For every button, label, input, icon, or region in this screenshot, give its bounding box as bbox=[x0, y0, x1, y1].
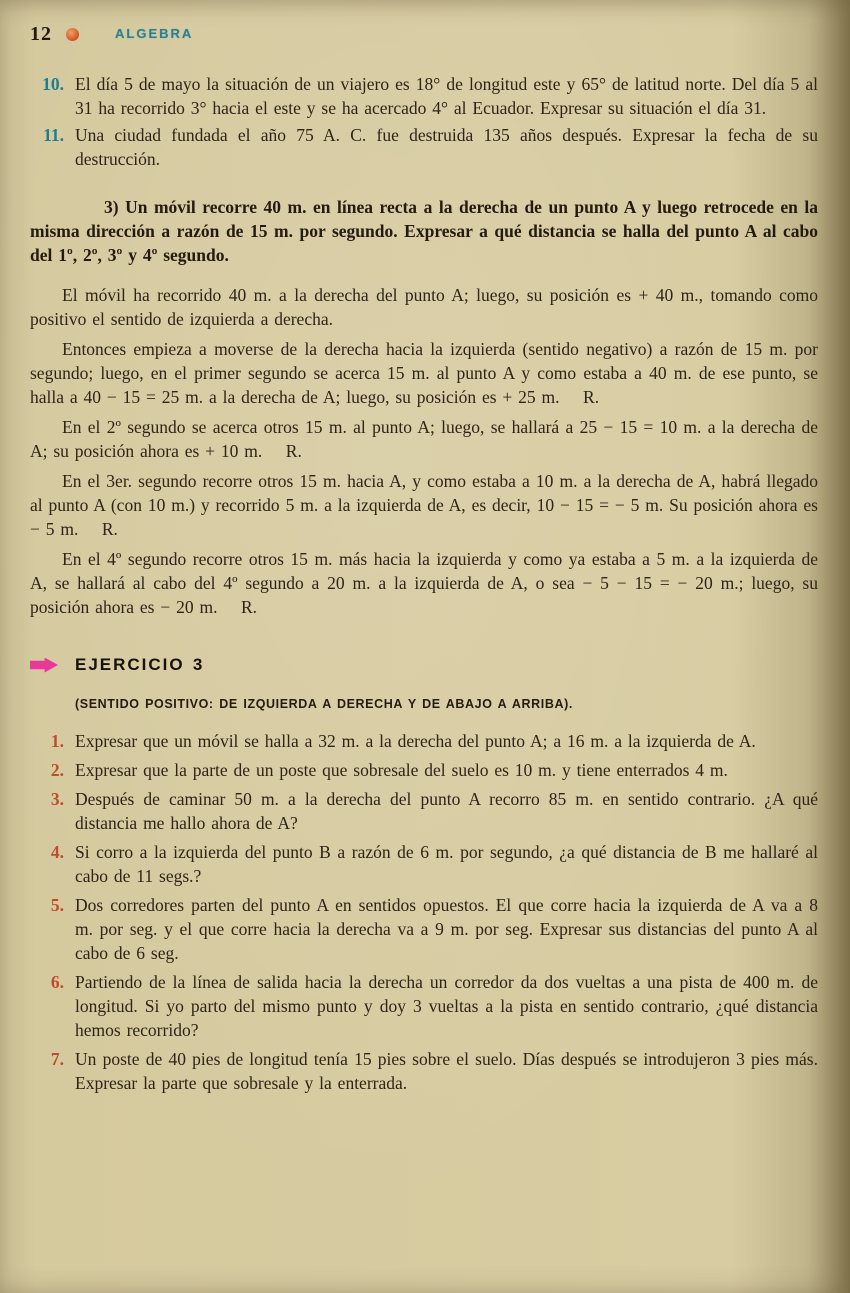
exercise-section bbox=[30, 653, 818, 1095]
exercise-number: 3. bbox=[50, 789, 64, 809]
example-solution-paragraph: El móvil ha recorrido 40 m. a la derecha del punto A; luego, su posición es + 40 m., tomando como positivo el sentido de izquierda a derecha. bbox=[30, 285, 818, 329]
right-arrow-marker-icon bbox=[30, 658, 58, 673]
page-number: 12 bbox=[30, 23, 52, 45]
problem-item bbox=[30, 72, 818, 120]
problem-number: 10. bbox=[42, 74, 64, 94]
example-solution-paragraph: En el 3er. segundo recorre otros 15 m. hacia A, y como estaba a 10 m. a la derecha de A, habrá llegado al punto A (con 10 m.) y recorrido 5 m. a la izquierda de A, es decir, 10 − 15 = − 5 m. Su posición ahora es − 5 m. R. bbox=[30, 471, 818, 539]
exercise-item bbox=[30, 787, 818, 835]
exercise-number: 1. bbox=[50, 731, 64, 751]
exercise-text: Dos corredores parten del punto A en sentidos opuestos. El que corre hacia la izquierda de A va a 8 m. por seg. y el que corre hacia la derecha va a 9 m. por seg. Expresar sus distancias del punto A al cabo de 6 seg. bbox=[75, 895, 818, 963]
circle-bullet-icon bbox=[66, 28, 79, 41]
exercise-number: 2. bbox=[50, 760, 64, 780]
exercise-text: Después de caminar 50 m. a la derecha del punto A recorro 85 m. en sentido contrario. ¿A qué distancia me hallo ahora de A? bbox=[75, 789, 818, 833]
exercise-item bbox=[30, 758, 818, 782]
problem-text: El día 5 de mayo la situación de un viajero es 18° de longitud este y 65° de latitud norte. Del día 5 al 31 ha recorrido 3° hacia el este y se ha acercado 4° al Ecuador. Expresar su situación el día 31. bbox=[75, 74, 818, 118]
exercise-header bbox=[30, 653, 818, 677]
example-solution-paragraph: En el 2º segundo se acerca otros 15 m. al punto A; luego, se hallará a 25 − 15 = 10 m. a la derecha de A; su posición ahora es + 10 m. R. bbox=[30, 417, 818, 461]
problem-item bbox=[30, 123, 818, 171]
exercise-number: 5. bbox=[50, 895, 64, 915]
page-header bbox=[30, 22, 818, 46]
exercise-item bbox=[30, 970, 818, 1042]
exercise-subtitle: (SENTIDO POSITIVO: DE IZQUIERDA A DERECHA Y DE ABAJO A ARRIBA). bbox=[75, 697, 573, 711]
problem-number: 11. bbox=[43, 125, 64, 145]
exercise-number: 4. bbox=[50, 842, 64, 862]
exercise-item bbox=[30, 840, 818, 888]
example-statement: 3) Un móvil recorre 40 m. en línea recta a la derecha de un punto A y luego retrocede en la misma dirección a razón de 15 m. por segundo. Expresar a qué distancia se halla del punto A al cabo del 1º, 2º, 3º y 4º segundo. bbox=[30, 197, 818, 265]
exercise-item bbox=[30, 1047, 818, 1095]
exercise-text: Partiendo de la línea de salida hacia la derecha un corredor da dos vueltas a una pista de 400 m. de longitud. Si yo parto del mismo punto y doy 3 vueltas a la pista en sentido contrario, ¿qué distancia hemos recorrido? bbox=[75, 972, 818, 1040]
worked-example-section bbox=[30, 195, 818, 619]
exercise-text: Expresar que un móvil se halla a 32 m. a la derecha del punto A; a 16 m. a la izquierda de A. bbox=[75, 731, 756, 751]
exercise-list bbox=[30, 729, 818, 1095]
exercise-text: Si corro a la izquierda del punto B a razón de 6 m. por segundo, ¿a qué distancia de B me hallaré al cabo de 11 segs.? bbox=[75, 842, 818, 886]
problem-text: Una ciudad fundada el año 75 A. C. fue destruida 135 años después. Expresar la fecha de su destrucción. bbox=[75, 125, 818, 169]
exercise-text: Un poste de 40 pies de longitud tenía 15 pies sobre el suelo. Días después se introdujeron 3 pies más. Expresar la parte que sobresale y la enterrada. bbox=[75, 1049, 818, 1093]
book-title: ALGEBRA bbox=[115, 26, 194, 41]
exercise-item bbox=[30, 893, 818, 965]
exercise-text: Expresar que la parte de un poste que sobresale del suelo es 10 m. y tiene enterrados 4 m. bbox=[75, 760, 728, 780]
problem-list bbox=[30, 72, 818, 171]
exercise-title: EJERCICIO 3 bbox=[75, 655, 205, 674]
example-solution-paragraph: En el 4º segundo recorre otros 15 m. más hacia la izquierda y como ya estaba a 5 m. a la izquierda de A, se hallará al cabo del 4º segundo a 20 m. a la izquierda de A, o sea − 5 − 15 = − 20 m.; luego, su posición ahora es − 20 m. R. bbox=[30, 549, 818, 617]
example-solution-paragraph: Entonces empieza a moverse de la derecha hacia la izquierda (sentido negativo) a razón de 15 m. por segundo; luego, en el primer segundo se acerca 15 m. al punto A y como estaba a 40 m. de ese punto, se halla a 40 − 15 = 25 m. a la derecha de A; luego, su posición es + 25 m. R. bbox=[30, 339, 818, 407]
exercise-number: 7. bbox=[50, 1049, 64, 1069]
exercise-number: 6. bbox=[50, 972, 64, 992]
exercise-item bbox=[30, 729, 818, 753]
